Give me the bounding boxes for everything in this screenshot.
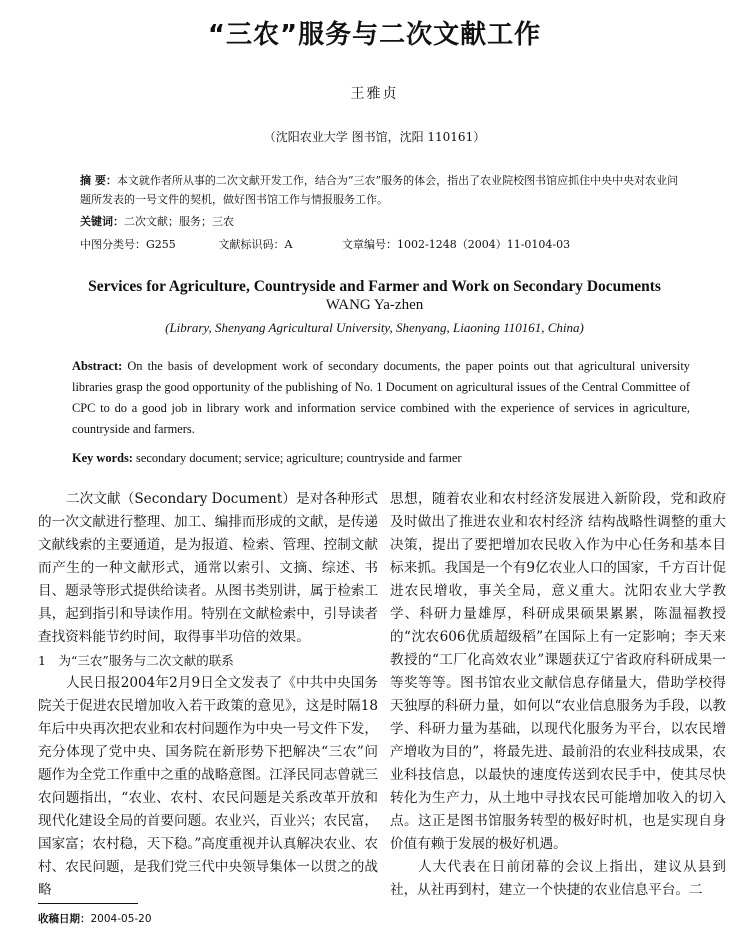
abstract-en-label: Abstract: <box>72 359 123 373</box>
body-column-left <box>38 488 378 902</box>
body-column-right <box>390 488 726 902</box>
received-date <box>38 911 152 926</box>
section-heading: 1 为“三农”服务与二次文献的联系 <box>38 653 234 668</box>
body-paragraph: 思想，随着农业和农村经济发展进入新阶段，党和政府及时做出了推进农业和农村经济 结构战略性调整的重大决策，提出了要把增加农民收入作为中心任务和基本目标来抓。我国是一个有9亿农业人口的国家，千方百计促进农民增收，事关全局，意义重大。沈阳农业大学教学、科研力量雄厚，科研成果硕果累累，陈温福教授的“沈农606优质超级稻”在国际上有一定影响；李天来教授的“工厂化高效农业”课题获辽宁省政府科研成果一等奖等等。图书馆农业文献信息存储量大，借助学校得天独厚的科研力量，如何以“农业信息服务为手段，以教学、科研力量为基础，以现代化服务为平台，以农民增产增收为目的”，将最先进、最前沿的农业科技成果，农业科技信息，以最快的速度传送到农民手中，使其尽快转化为生产力，从土地中寻找农民可能增加收入的切入点。这正是图书馆服务转型的极好时机，也是实现自身价值有赖于发展的极好机遇。 <box>390 491 726 852</box>
english-author: WANG Ya-zhen <box>325 297 424 313</box>
keywords-en <box>72 451 462 466</box>
article-meta <box>80 236 700 252</box>
page-title: “三农”服务与二次文献工作 <box>207 20 542 50</box>
received-value: 2004-05-20 <box>90 913 152 925</box>
english-affiliation: (Library, Shenyang Agricultural University, Shenyang, Liaoning 110161, China) <box>165 320 584 335</box>
abstract-en-text: On the basis of development work of secondary documents, the paper points out that agricultural university libraries grasp the good opportunity of the publishing of No. 1 Document on agricultural issues of the Central Committee of CPC to do a good job in library work and information service combined with the experience of services in agriculture, countryside and farmers. <box>72 359 690 436</box>
keywords-cn-text: 二次文献；服务；三农 <box>124 215 234 228</box>
abstract-cn-label: 摘 要： <box>80 174 117 187</box>
document-code: 文献标识码：A <box>218 238 293 251</box>
author-affiliation: （沈阳农业大学 图书馆，沈阳 110161） <box>263 130 486 144</box>
article-number: 文章编号：1002-1248（2004）11-0104-03 <box>342 238 571 251</box>
body-paragraph: 二次文献（Secondary Document）是对各种形式的一次文献进行整理、加工、编排而形成的文献，是传递文献线索的主要通道，是为报道、检索、管理、控制文献而产生的一种文献形式，通常以索引、文摘、综述、书目、题录等形式提供给读者。从图书类别讲，属于检索工具，起到指引和导读作用。特别在文献检索中，引导读者查找资料能节约时间，取得事半功倍的效果。 <box>38 491 378 645</box>
body-paragraph: 人大代表在日前闭幕的会议上指出，建议从县到社，从社再到村，建立一个快捷的农业信息平台。二 <box>390 859 726 898</box>
classification-number: 中图分类号：G255 <box>80 238 176 251</box>
keywords-cn <box>80 213 234 229</box>
abstract-cn <box>80 171 680 209</box>
received-label: 收稿日期： <box>38 913 91 925</box>
keywords-en-label: Key words: <box>72 451 133 465</box>
footnote-divider <box>38 903 138 904</box>
keywords-cn-label: 关键词： <box>80 215 124 228</box>
author-name: 王雅贞 <box>350 86 399 102</box>
keywords-en-text: secondary document; service; agriculture; countryside and farmer <box>132 451 462 465</box>
abstract-cn-text: 本文就作者所从事的二次文献开发工作，结合为“三农”服务的体会，指出了农业院校图书馆应抓住中央中央对农业问题所发表的一号文件的契机，做好图书馆工作与情报服务工作。 <box>80 174 679 206</box>
abstract-en <box>72 356 690 440</box>
english-title: Services for Agriculture, Countryside and Farmer and Work on Secondary Documents <box>88 278 661 295</box>
body-paragraph: 人民日报2004年2月9日全文发表了《中共中央国务院关于促进农民增加收入若干政策的意见》，这是时隔18年后中央再次把农业和农村问题作为中央一号文件下发，充分体现了党中央、国务院在新形势下把解决“三农”问题作为全党工作重中之重的战略意图。江泽民同志曾就三农问题指出，“农业、农村、农民问题是关系改革开放和现代化建设全局的首要问题。农业兴，百业兴；农民富，国家富；农村稳，天下稳。”高度重视并认真解决农业、农村、农民问题，是我们党三代中央领导集体一以贯之的战略 <box>38 675 378 898</box>
